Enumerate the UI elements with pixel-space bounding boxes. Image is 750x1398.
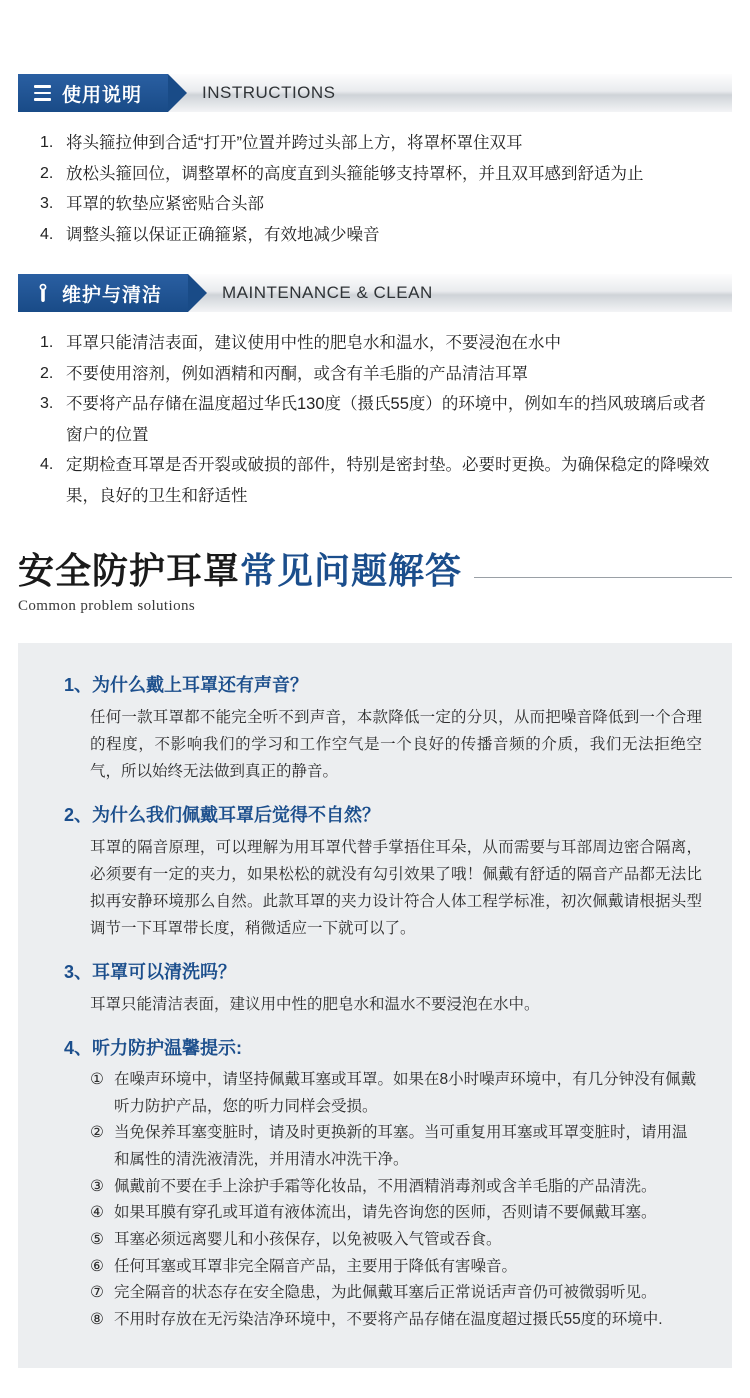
bottom-spacer xyxy=(0,1368,750,1398)
faq-panel xyxy=(18,643,732,1368)
list-item: 不要将产品存储在温度超过华氏130度（摄氏55度）的环境中，例如车的挡风玻璃后或者窗户的位置 xyxy=(66,395,706,444)
list-item-marker: ⑧ xyxy=(90,1310,104,1328)
section-header-instructions xyxy=(18,74,732,112)
section-title-cn-maintenance: 维护与清洁 xyxy=(62,284,163,306)
list-item: 定期检查耳罩是否开裂或破损的部件，特别是密封垫。必要时更换。为确保稳定的降噪效果，良好的卫生和舒适性 xyxy=(66,456,710,505)
list-item xyxy=(90,1067,702,1120)
faq-item xyxy=(48,958,702,1018)
top-spacer xyxy=(0,0,750,74)
list-item xyxy=(90,1254,702,1281)
menu-lines-icon xyxy=(34,83,52,103)
section-tab-maintenance xyxy=(18,274,188,312)
list-item-text: 任何耳塞或耳罩非完全隔音产品，主要用于降低有害噪音。 xyxy=(114,1257,518,1275)
faq-title-part-1: 安全防护耳罩 xyxy=(18,550,241,592)
list-item-marker: ⑦ xyxy=(90,1284,104,1302)
list-item xyxy=(90,1174,702,1201)
faq-title-block xyxy=(18,551,732,615)
list-item xyxy=(90,1280,702,1307)
list-item: 放松头箍回位，调整罩杯的高度直到头箍能够支持罩杯，并且双耳感到舒适为止 xyxy=(66,164,644,183)
instructions-list xyxy=(40,128,710,250)
maintenance-list-wrap xyxy=(40,328,710,511)
faq-answer: 耳罩只能清洁表面，建议用中性的肥皂水和温水不要浸泡在水中。 xyxy=(90,996,540,1014)
section-title-en-instructions: INSTRUCTIONS xyxy=(202,83,336,102)
wrench-icon xyxy=(34,283,52,303)
faq-answer: 任何一款耳罩都不能完全听不到声音，本款降低一定的分贝，从而把噪音降低到一个合理的程度，不影响我们的学习和工作空气是一个良好的传播音频的介质，我们无法拒绝空气，所以始终无法做到真正的静音。 xyxy=(90,708,702,780)
section-header-maintenance xyxy=(18,274,732,312)
section-tab-instructions xyxy=(18,74,168,112)
list-item xyxy=(90,1200,702,1227)
list-item-marker: ④ xyxy=(90,1204,104,1222)
list-item-marker: ② xyxy=(90,1124,104,1142)
list-item-text: 如果耳膜有穿孔或耳道有液体流出，请先咨询您的医师，否则请不要佩戴耳塞。 xyxy=(114,1204,657,1222)
list-item-text: 佩戴前不要在手上涂护手霜等化妆品，不用酒精消毒剂或含羊毛脂的产品清洗。 xyxy=(114,1177,657,1195)
list-item xyxy=(90,1120,702,1173)
list-item: 耳罩的软垫应紧密贴合头部 xyxy=(66,195,264,214)
faq-title-part-2: 常见问题解答 xyxy=(240,550,463,592)
list-item: 耳罩只能清洁表面，建议使用中性的肥皂水和温水，不要浸泡在水中 xyxy=(66,334,561,353)
list-item-marker: ① xyxy=(90,1070,104,1088)
faq-question: 4、听力防护温馨提示: xyxy=(64,1038,243,1059)
page-title xyxy=(18,551,462,591)
maintenance-list xyxy=(40,328,710,511)
list-item-marker: ⑥ xyxy=(90,1257,104,1275)
section-title-cn-instructions: 使用说明 xyxy=(62,84,143,106)
list-item xyxy=(90,1307,702,1334)
faq-answer: 耳罩的隔音原理，可以理解为用耳罩代替手掌捂住耳朵，从而需要与耳部周边密合隔离，必须要有一定的夹力，如果松松的就没有勾引效果了哦！佩戴有舒适的隔音产品都无法比拟再安静环境那么自然。此款耳罩的夹力设计符合人体工程学标准，初次佩戴请根据头型调节一下耳罩带长度，稍微适应一下就可以了。 xyxy=(90,838,702,938)
hearing-protection-tips-list xyxy=(48,1067,702,1334)
section-gap xyxy=(0,250,750,274)
faq-question: 2、为什么我们佩戴耳罩后觉得不自然？ xyxy=(64,804,381,825)
section-strip-maintenance xyxy=(188,274,732,312)
faq-item xyxy=(48,671,702,785)
faq-question: 1、为什么戴上耳罩还有声音？ xyxy=(64,674,309,695)
section-strip-instructions xyxy=(168,74,732,112)
section-title-en-maintenance: MAINTENANCE & CLEAN xyxy=(222,283,433,303)
instructions-list-wrap xyxy=(40,128,710,250)
faq-subtitle-en: Common problem solutions xyxy=(18,597,196,614)
faq-item xyxy=(48,801,702,942)
list-item-text: 耳塞必须远离婴儿和小孩保存，以免被吸入气管或吞食。 xyxy=(114,1230,502,1248)
list-item-marker: ⑤ xyxy=(90,1230,104,1248)
list-item-text: 当免保养耳塞变脏时，请及时更换新的耳塞。当可重复用耳塞或耳罩变脏时，请用温和属性的清洗液清洗，并用清水冲洗干净。 xyxy=(114,1124,688,1168)
list-item: 调整头箍以保证正确箍紧，有效地减少噪音 xyxy=(66,225,380,244)
list-item-text: 不用时存放在无污染洁净环境中，不要将产品存储在温度超过摄氏55度的环境中. xyxy=(114,1310,663,1328)
list-item: 将头箍拉伸到合适“打开”位置并跨过头部上方，将罩杯罩住双耳 xyxy=(66,134,523,152)
faq-item xyxy=(48,1034,702,1333)
list-item: 不要使用溶剂，例如酒精和丙酮，或含有羊毛脂的产品清洁耳罩 xyxy=(66,364,528,383)
list-item xyxy=(90,1227,702,1254)
list-item-text: 在噪声环境中，请坚持佩戴耳塞或耳罩。如果在8小时噪声环境中，有几分钟没有佩戴听力防护产品，您的听力同样会受损。 xyxy=(114,1070,697,1115)
list-item-text: 完全隔音的状态存在安全隐患，为此佩戴耳塞后正常说话声音仍可被微弱听见。 xyxy=(114,1284,657,1302)
faq-question: 3、耳罩可以清洗吗？ xyxy=(64,962,237,983)
list-item-marker: ③ xyxy=(90,1177,104,1195)
title-divider xyxy=(474,577,732,578)
